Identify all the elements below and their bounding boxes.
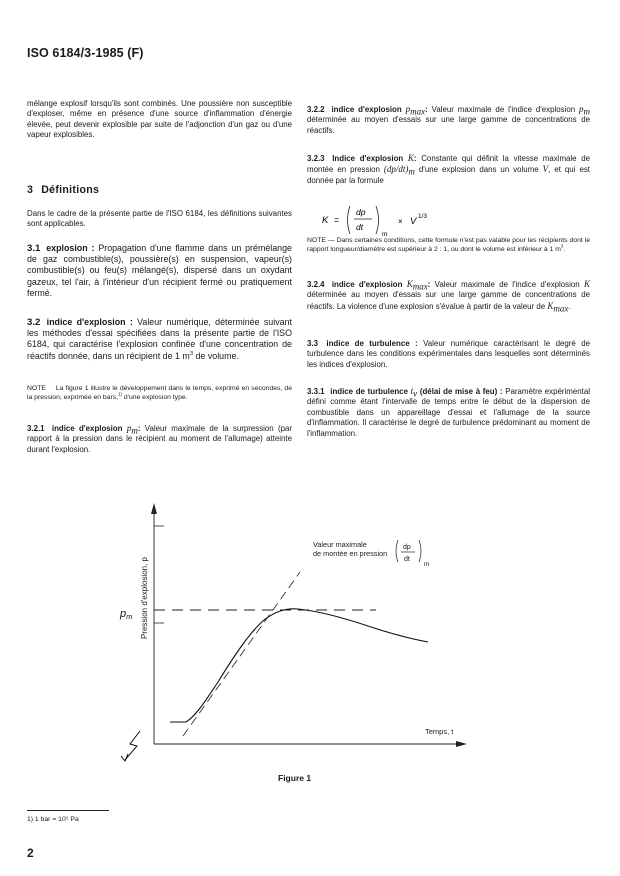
pressure-curve	[170, 609, 428, 722]
definition-term: indice d'explosion	[331, 280, 403, 289]
annotation-dp: dp	[403, 544, 411, 551]
definition-number: 3.3	[307, 339, 318, 348]
definition-3-3-1: 3.3.1 indice de turbulence $t_v$ (délai de mise à feu) : Paramètre expérimental défini comme étant l'intervalle de temps entre le début de la dispersion de combustible dans un appareillage d'essai et l'allumage de la source d'inflammation. Il caractérise le degré de turbulence prédominant au moment de l'inflammation.	[307, 386, 590, 438]
tangent-line	[183, 572, 300, 736]
figure-caption: Figure 1	[278, 773, 312, 783]
section-number: 3	[27, 184, 34, 196]
definition-term: indice de turbulence	[330, 387, 408, 396]
svg-text:=: =	[334, 215, 340, 225]
note-figure-reference: NOTE La figure 1 illustre le développement dans le temps, exprimé en secondes, de la pression, exprimée en bars,$^{1)}$ d'une explosion type.	[27, 385, 292, 402]
definition-number: 3.1	[27, 243, 41, 254]
definition-number: 3.2.4	[307, 280, 325, 289]
definition-term: indice d'explosion	[51, 424, 123, 433]
svg-text:dp: dp	[356, 207, 366, 217]
definition-term: indice d'explosion :	[46, 317, 133, 327]
svg-text:1/3: 1/3	[418, 213, 428, 220]
note-label: NOTE	[27, 385, 46, 392]
definition-number: 3.2	[27, 317, 41, 328]
note-formula-validity: NOTE — Dans certaines conditions, cette formule n'est pas valable pour les récipients dont le rapport longueur/diamètre est supérieur à 2 : 1, ou dont le volume est inférieur à 1 $m^3$.	[307, 237, 590, 254]
y-axis-label: Pression d'explosion, p	[140, 556, 149, 640]
svg-text:V: V	[410, 216, 417, 227]
definition-3-2: 3.2 indice d'explosion : Valeur numérique, déterminée suivant les méthodes d'essai spécifiées dans la présente partie de l'ISO 6184, qui caractérise l'explosion confinée d'une concentration de réactifs donnée, dans un récipient de 1 $m^3$ de volume.	[27, 317, 292, 361]
definition-3-3	[307, 339, 590, 370]
figure-1-pressure-time-diagram	[0, 490, 620, 770]
svg-text:×: ×	[398, 217, 403, 226]
definition-text: Paramètre expérimental défini comme étant l'intervalle de temps entre le début de la dispersion de combustible dans un appareillage d'essai et l'allumage de la source d'inflammation. Il caractérise le degré de turbulence prédominant au moment de l'inflammation.	[307, 387, 590, 438]
document-header: ISO 6184/3-1985 (F)	[27, 46, 144, 60]
intro-paragraph: mélange explosif lorsqu'ils sont combinés. Une poussière non susceptible d'exploser, même en présence d'une source d'inflammation d'énergie élevée, peut devenir explosible par suite de l'adjonction d'un gaz ou d'une vapeur explosibles.	[27, 99, 292, 140]
definition-number: 3.2.2	[307, 105, 325, 114]
definition-3-1	[27, 243, 292, 299]
y-axis-arrow-icon	[151, 503, 157, 514]
definition-number: 3.2.3	[307, 154, 325, 163]
formula-k	[316, 200, 516, 240]
section-3-heading	[27, 185, 292, 195]
footnote: 1) 1 bar = 10⁵ Pa	[27, 816, 79, 823]
definition-text: Valeur numérique, déterminée suivant les méthodes d'essai spécifiées dans la présente partie de l'ISO 6184, qui caractérise l'explosion confinée d'une concentration de réactifs donnée, dans un récipient de 1 m	[27, 317, 292, 361]
x-axis-label: Temps, t	[425, 727, 454, 736]
svg-text:K: K	[322, 215, 329, 226]
section-3-intro: Dans le cadre de la présente partie de l'ISO 6184, les définitions suivantes sont applicables.	[27, 209, 292, 229]
annotation-max-rate-line1: Valeur maximale	[313, 540, 367, 549]
annotation-dt: dt	[404, 556, 410, 563]
definition-text: Propagation d'une flamme dans un prémélange de gaz combustible(s), poussière(s) en suspension, vapeur(s) combustible(s) ou feu(s) mélangé(s), dispersé dans un oxydant gazeux, tel l'air, à l'intérieur d'un récipient fermé ou pratiquement fermé.	[27, 243, 292, 298]
definition-term: explosion :	[46, 243, 95, 253]
definition-text: Valeur numérique caractérisant le degré de turbulence dans les conditions expérimentales dans lesquelles sont déterminés les indices d'explosion.	[307, 339, 590, 369]
annotation-m: m	[424, 561, 430, 568]
definition-term: indice d'explosion	[331, 105, 402, 114]
svg-text:m: m	[382, 231, 388, 238]
definition-3-2-3: 3.2.3 Indice d'explosion K: Constante qui définit la vitesse maximale de montée en pression $(dp/dt)_m$ d'une explosion dans un volume V, et qui est donnée par la formule	[307, 153, 590, 185]
pm-label: pm	[120, 608, 133, 621]
section-title: Définitions	[41, 184, 100, 196]
definition-term: Indice d'explosion	[332, 154, 404, 163]
definition-number: 3.3.1	[307, 387, 325, 396]
definition-3-2-1: 3.2.1 indice d'explosion $p_m$: Valeur maximale de la surpression (par rapport à la pression dans le récipient au moment de l'allumage) atteinte durant l'explosion.	[27, 423, 293, 454]
definition-term: indice de turbulence :	[326, 339, 418, 348]
footnote-divider	[27, 810, 109, 811]
svg-text:dt: dt	[356, 222, 364, 232]
superscript: 3	[189, 350, 194, 357]
page-number: 2	[27, 846, 34, 860]
footnote-ref: 1)	[118, 391, 122, 397]
definition-text: Valeur maximale de la surpression (par rapport à la pression dans le récipient au moment de l'allumage) atteinte durant l'explosion.	[27, 424, 293, 454]
definition-3-2-2: 3.2.2 indice d'explosion $p_{max}$: Valeur maximale de l'indice d'explosion $p_m$ déterminée au moyen d'essais sur une large gamme de concentrations de réactifs.	[307, 104, 591, 135]
definition-number: 3.2.1	[27, 424, 45, 433]
definition-3-2-4: 3.2.4 indice d'explosion $K_{max}$: Valeur maximale de l'indice d'explosion K déterminée au moyen d'essais sur une large gamme de concentrations de réactifs. La violence d'une explosion s'évalue à partir de la valeur de $K_{max}$.	[307, 279, 590, 314]
x-axis-arrow-icon	[456, 741, 467, 747]
annotation-max-rate-line2: de montée en pression	[313, 549, 388, 558]
